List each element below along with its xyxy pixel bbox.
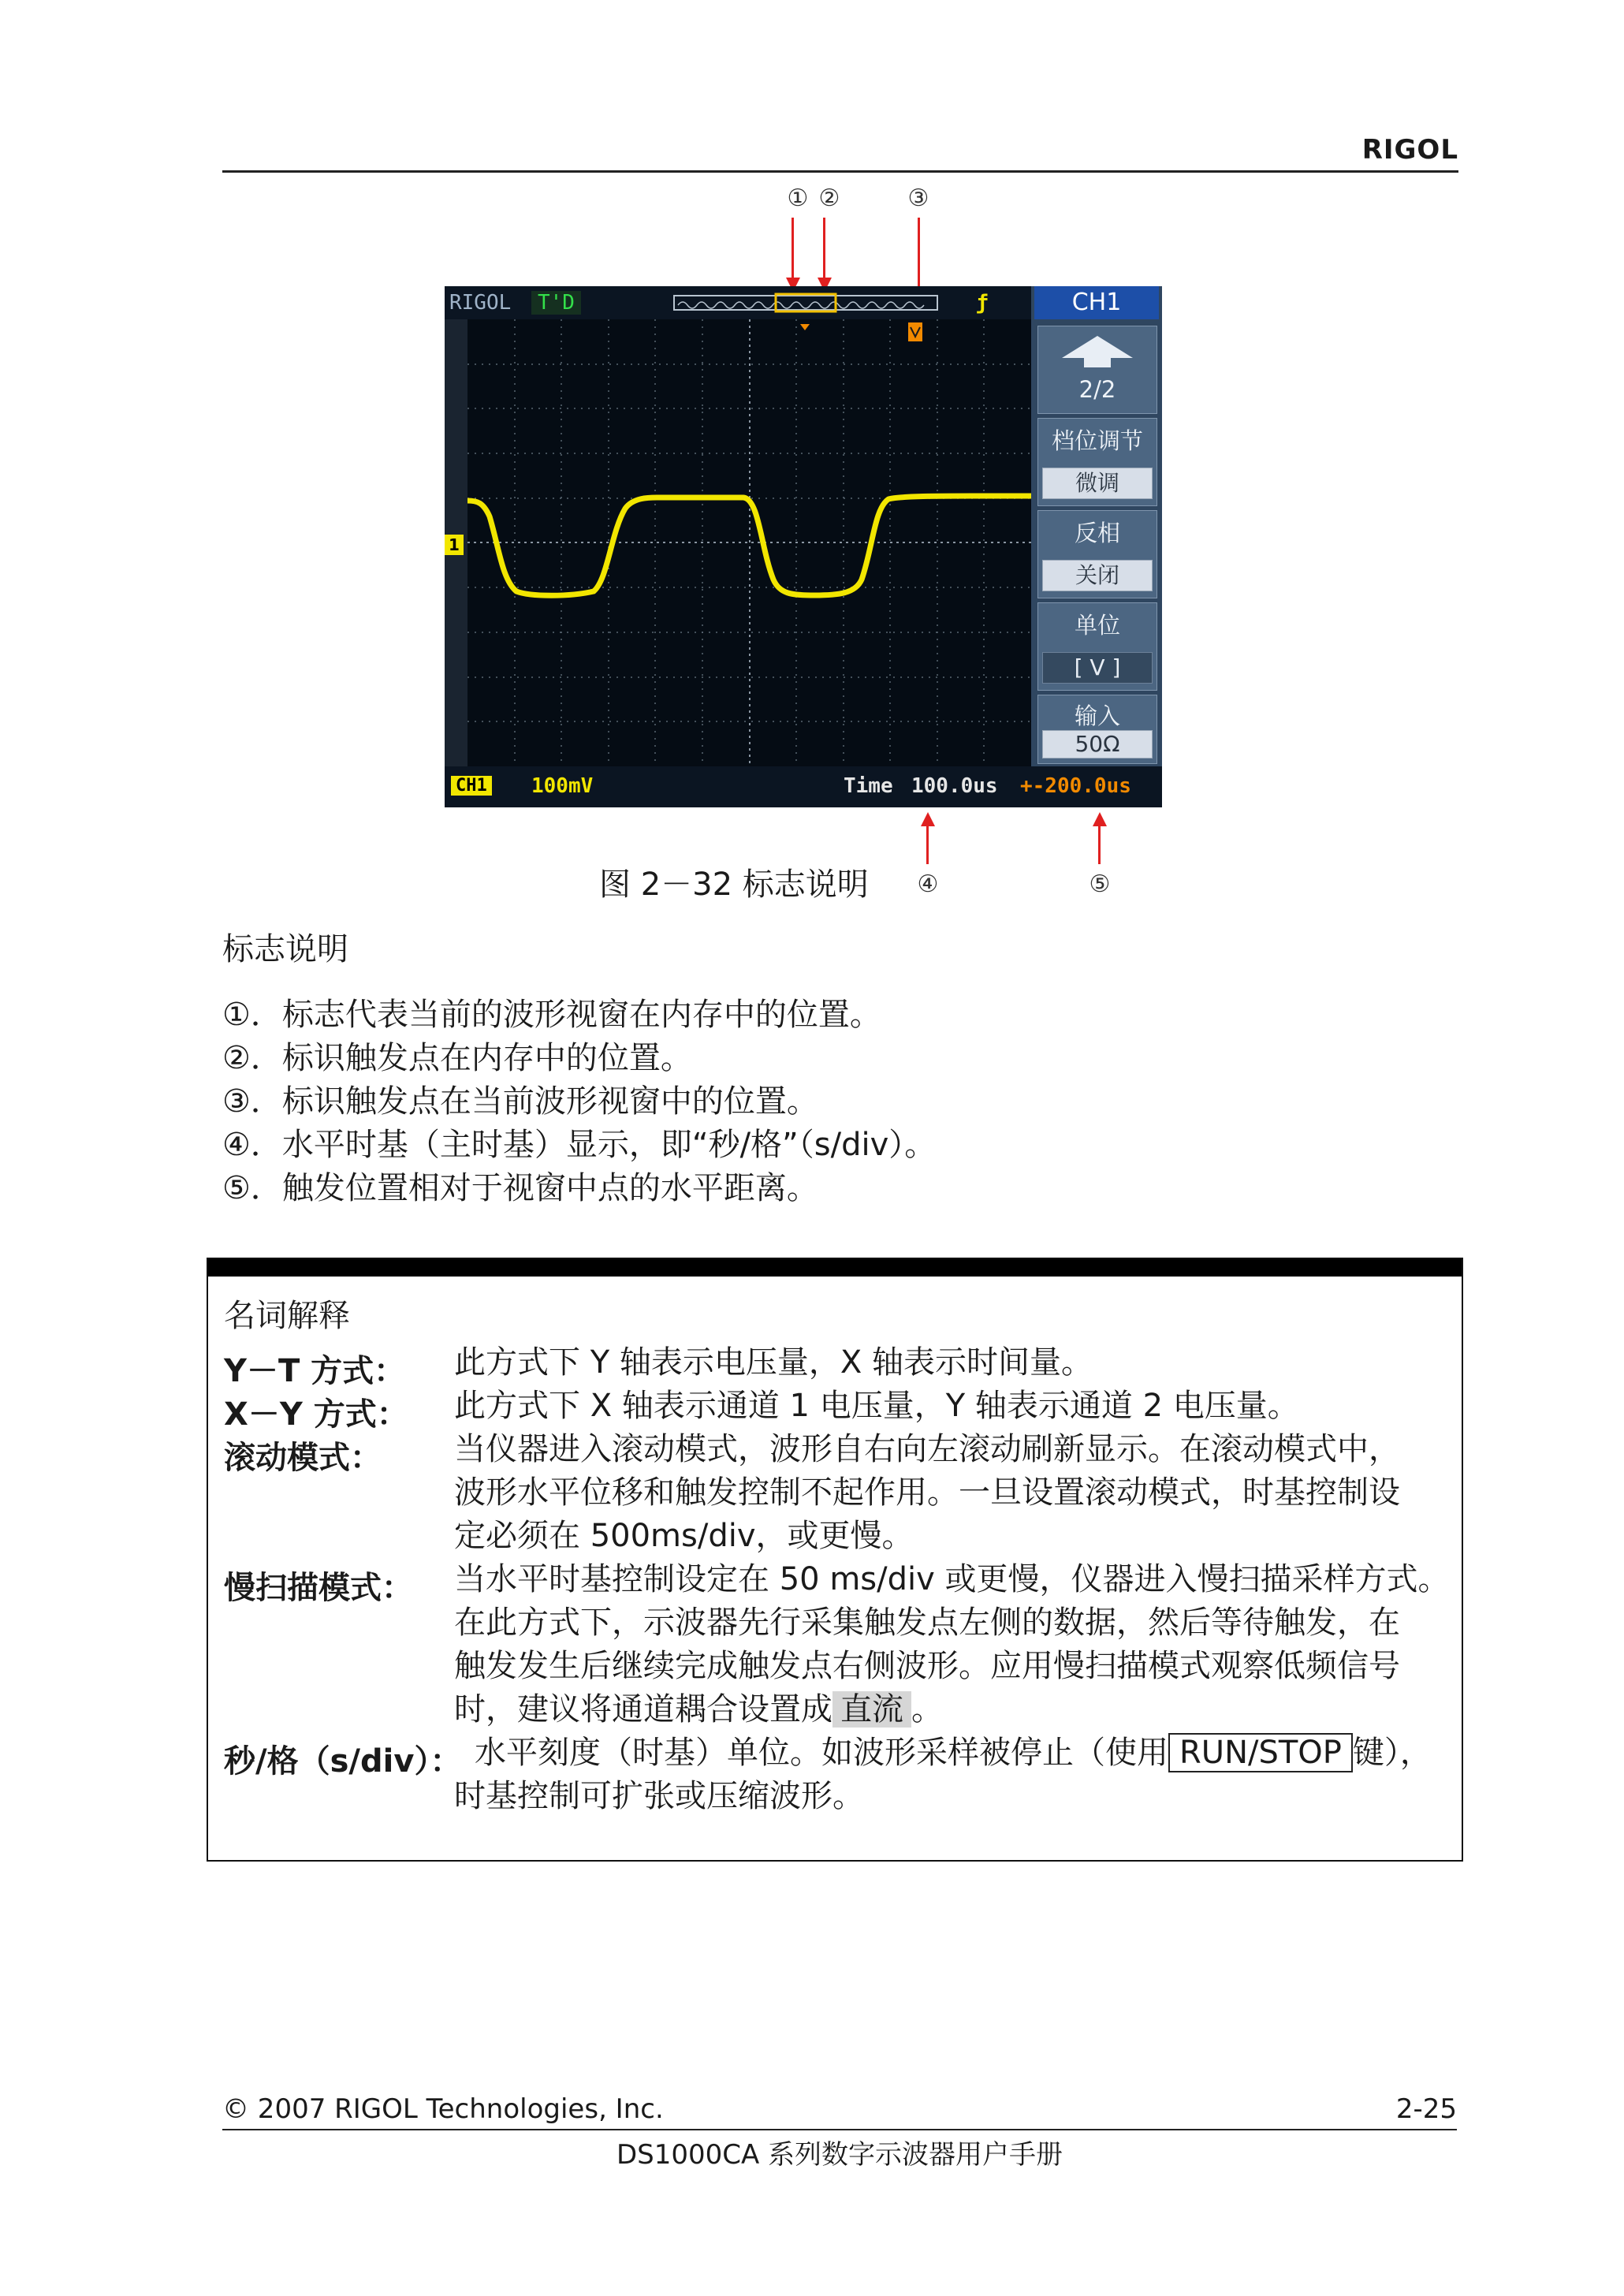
term-roll: 滚动模式： xyxy=(224,1440,382,1476)
scope-bottom-bar xyxy=(445,766,1162,807)
callout-5: ⑤ xyxy=(1089,870,1111,898)
def-slow-line-1: 当水平时基控制设定在 50 ms/div 或更慢，仪器进入慢扫描采样方式。 xyxy=(454,1561,1450,1597)
time-label: Time xyxy=(844,774,893,798)
menu-item-value: 微调 xyxy=(1042,468,1153,499)
def-roll-line-3: 定必须在 500ms/div，或更慢。 xyxy=(454,1518,914,1554)
note-1: ①．标志代表当前的波形视窗在内存中的位置。 xyxy=(222,997,881,1033)
term-xy: X－Y 方式： xyxy=(224,1396,408,1433)
def-slow-end: 。 xyxy=(911,1691,943,1728)
time-value: 100.0us xyxy=(911,774,998,798)
callout-4: ④ xyxy=(917,870,939,898)
menu-item-value: [ V ] xyxy=(1042,652,1153,684)
footer-copyright: © 2007 RIGOL Technologies, Inc. xyxy=(222,2093,664,2125)
trigger-offset: +-200.0us xyxy=(1020,774,1131,798)
memory-bar xyxy=(673,293,938,313)
menu-item-label: 输入 xyxy=(1074,703,1120,729)
term-sdiv: 秒/格（s/div）： xyxy=(224,1743,462,1780)
glossary-top-bar xyxy=(208,1259,1462,1277)
def-slow-text: 时，建议将通道耦合设置成 xyxy=(454,1691,832,1728)
scope-grid xyxy=(467,319,1031,766)
def-roll-line-1: 当仪器进入滚动模式，波形自右向左滚动刷新显示。在滚动模式中， xyxy=(454,1431,1400,1467)
ch-label: CH1 xyxy=(451,776,492,796)
coupling-dc-highlight: 直流 xyxy=(832,1691,911,1728)
brand-header: RIGOL xyxy=(1361,134,1458,166)
waveform-plot xyxy=(467,319,1031,766)
menu-item-value: 50Ω xyxy=(1042,730,1153,758)
oscilloscope-screen xyxy=(445,286,1162,807)
menu-item-value: 关闭 xyxy=(1042,560,1153,591)
scope-mode: T'D xyxy=(531,291,581,315)
arrow-2-line xyxy=(823,218,825,281)
def-slow-line-3: 触发发生后继续完成触发点右侧波形。应用慢扫描模式观察低频信号 xyxy=(454,1648,1400,1684)
channel-menu xyxy=(1031,286,1162,766)
arrow-4-line xyxy=(926,825,929,864)
scope-top-bar xyxy=(445,286,1031,319)
def-sdiv-text: 水平刻度（时基）单位。如波形采样被停止（使用 xyxy=(475,1735,1168,1771)
arrow-1-line xyxy=(792,218,794,281)
channel-marker: 1 xyxy=(445,535,464,555)
callout-3: ③ xyxy=(907,184,929,212)
glossary-box xyxy=(207,1258,1463,1862)
figure-caption: 图 2－32 标志说明 xyxy=(599,867,869,903)
callout-1: ① xyxy=(787,184,809,212)
volts-div: 100mV xyxy=(531,774,594,798)
footer-rule xyxy=(222,2129,1457,2130)
def-slow-line-2: 在此方式下，示波器先行采集触发点左侧的数据，然后等待触发，在 xyxy=(454,1605,1400,1641)
header-rule xyxy=(222,170,1458,173)
menu-item-label: 单位 xyxy=(1074,612,1120,639)
def-sdiv-line-2: 时基控制可扩张或压缩波形。 xyxy=(454,1778,864,1814)
up-arrow-icon xyxy=(1054,331,1141,371)
term-slow: 慢扫描模式： xyxy=(224,1570,413,1606)
def-sdiv-line-1 xyxy=(475,1731,1432,1775)
def-yt: 此方式下 Y 轴表示电压量，X 轴表示时间量。 xyxy=(454,1344,1093,1381)
menu-page-button[interactable] xyxy=(1037,326,1157,414)
trigger-edge-icon: ƒ xyxy=(976,291,989,315)
menu-item-label: 档位调节 xyxy=(1051,427,1143,454)
def-xy: 此方式下 X 轴表示通道 1 电压量，Y 轴表示通道 2 电压量。 xyxy=(454,1388,1299,1424)
run-stop-key: RUN/STOP xyxy=(1168,1733,1353,1772)
menu-page: 2/2 xyxy=(1078,376,1116,403)
scope-brand: RIGOL xyxy=(449,291,512,315)
def-slow-line-4 xyxy=(454,1688,943,1731)
glossary-title: 名词解释 xyxy=(224,1298,350,1334)
note-5: ⑤．触发位置相对于视窗中点的水平距离。 xyxy=(222,1170,818,1206)
menu-title: CH1 xyxy=(1034,286,1159,319)
footer-title: DS1000CA 系列数字示波器用户手册 xyxy=(616,2139,1063,2171)
section-title: 标志说明 xyxy=(222,931,348,967)
term-yt: Y－T 方式： xyxy=(224,1353,406,1389)
def-sdiv-end: 键）， xyxy=(1352,1735,1432,1771)
menu-item-label: 反相 xyxy=(1074,520,1120,546)
note-3: ③．标识触发点在当前波形视窗中的位置。 xyxy=(222,1083,818,1120)
callout-2: ② xyxy=(818,184,840,212)
def-roll-line-2: 波形水平位移和触发控制不起作用。一旦设置滚动模式，时基控制设 xyxy=(454,1474,1400,1511)
arrow-5-line xyxy=(1098,825,1101,864)
note-2: ②．标识触发点在内存中的位置。 xyxy=(222,1040,692,1076)
note-4: ④．水平时基（主时基）显示，即“秒/格”（s/div）。 xyxy=(222,1127,937,1163)
footer-page-number: 2-25 xyxy=(1395,2093,1457,2125)
